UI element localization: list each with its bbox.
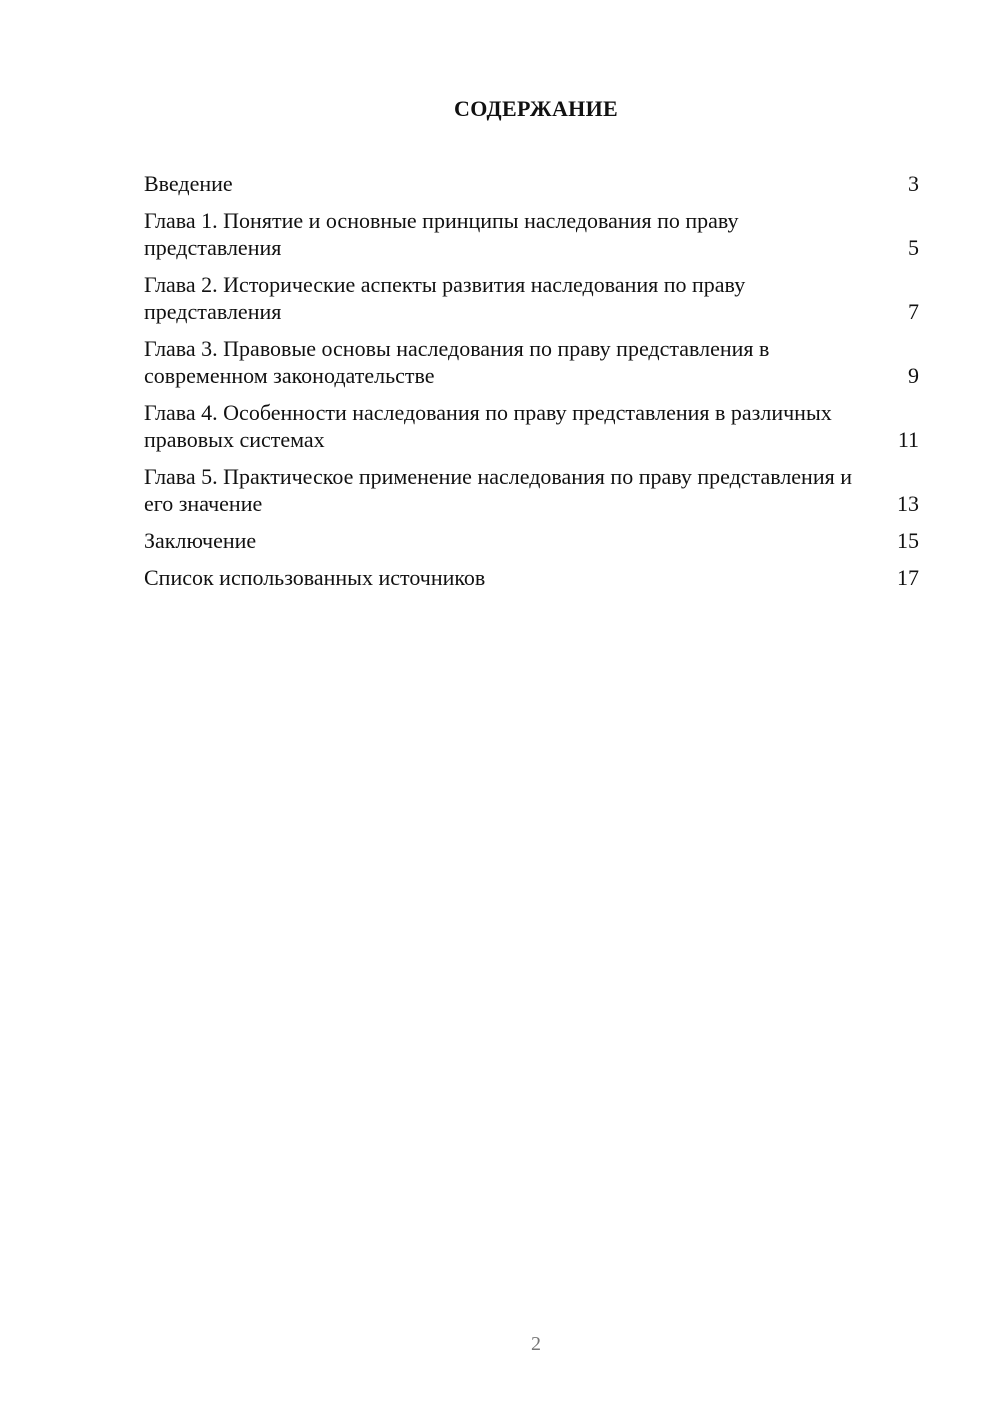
toc-entry-page: 15 — [897, 528, 919, 553]
toc-entry-label: Глава 1. Понятие и основные принципы наследования по праву представления — [144, 208, 739, 260]
toc-entry-chapter-2[interactable] — [144, 271, 919, 325]
toc-entry-chapter-5[interactable] — [144, 463, 919, 517]
toc-title: СОДЕРЖАНИЕ — [454, 96, 618, 121]
toc-entry-label: Глава 4. Особенности наследования по праву представления в различных правовых системах — [144, 400, 832, 452]
toc-entry-page: 9 — [908, 363, 919, 388]
toc-entry-chapter-4[interactable] — [144, 399, 919, 453]
toc-entry-label: Глава 3. Правовые основы наследования по праву представления в современном законодательстве — [144, 336, 770, 388]
toc-entry-chapter-3[interactable] — [144, 335, 919, 389]
page-number: 2 — [531, 1333, 541, 1355]
toc-entry-page: 5 — [908, 235, 919, 260]
toc-entry-conclusion[interactable] — [144, 527, 919, 554]
toc-entry-page: 11 — [897, 427, 919, 452]
toc-entry-label: Список использованных источников — [144, 565, 486, 590]
toc-entry-references[interactable] — [144, 564, 919, 591]
toc-entry-page: 7 — [908, 299, 919, 324]
toc-entry-page: 17 — [897, 565, 919, 590]
toc-entry-chapter-1[interactable] — [144, 207, 919, 261]
toc-entry-label: Заключение — [144, 528, 257, 553]
toc-entry-label: Введение — [144, 171, 233, 196]
toc-entry-label: Глава 5. Практическое применение наследования по праву представления и его значение — [144, 464, 852, 516]
table-of-contents — [144, 170, 919, 601]
toc-entry-page: 3 — [908, 171, 919, 196]
toc-entry-page: 13 — [897, 491, 919, 516]
toc-entry-label: Глава 2. Исторические аспекты развития наследования по праву представления — [144, 272, 746, 324]
toc-entry-introduction[interactable] — [144, 170, 919, 197]
